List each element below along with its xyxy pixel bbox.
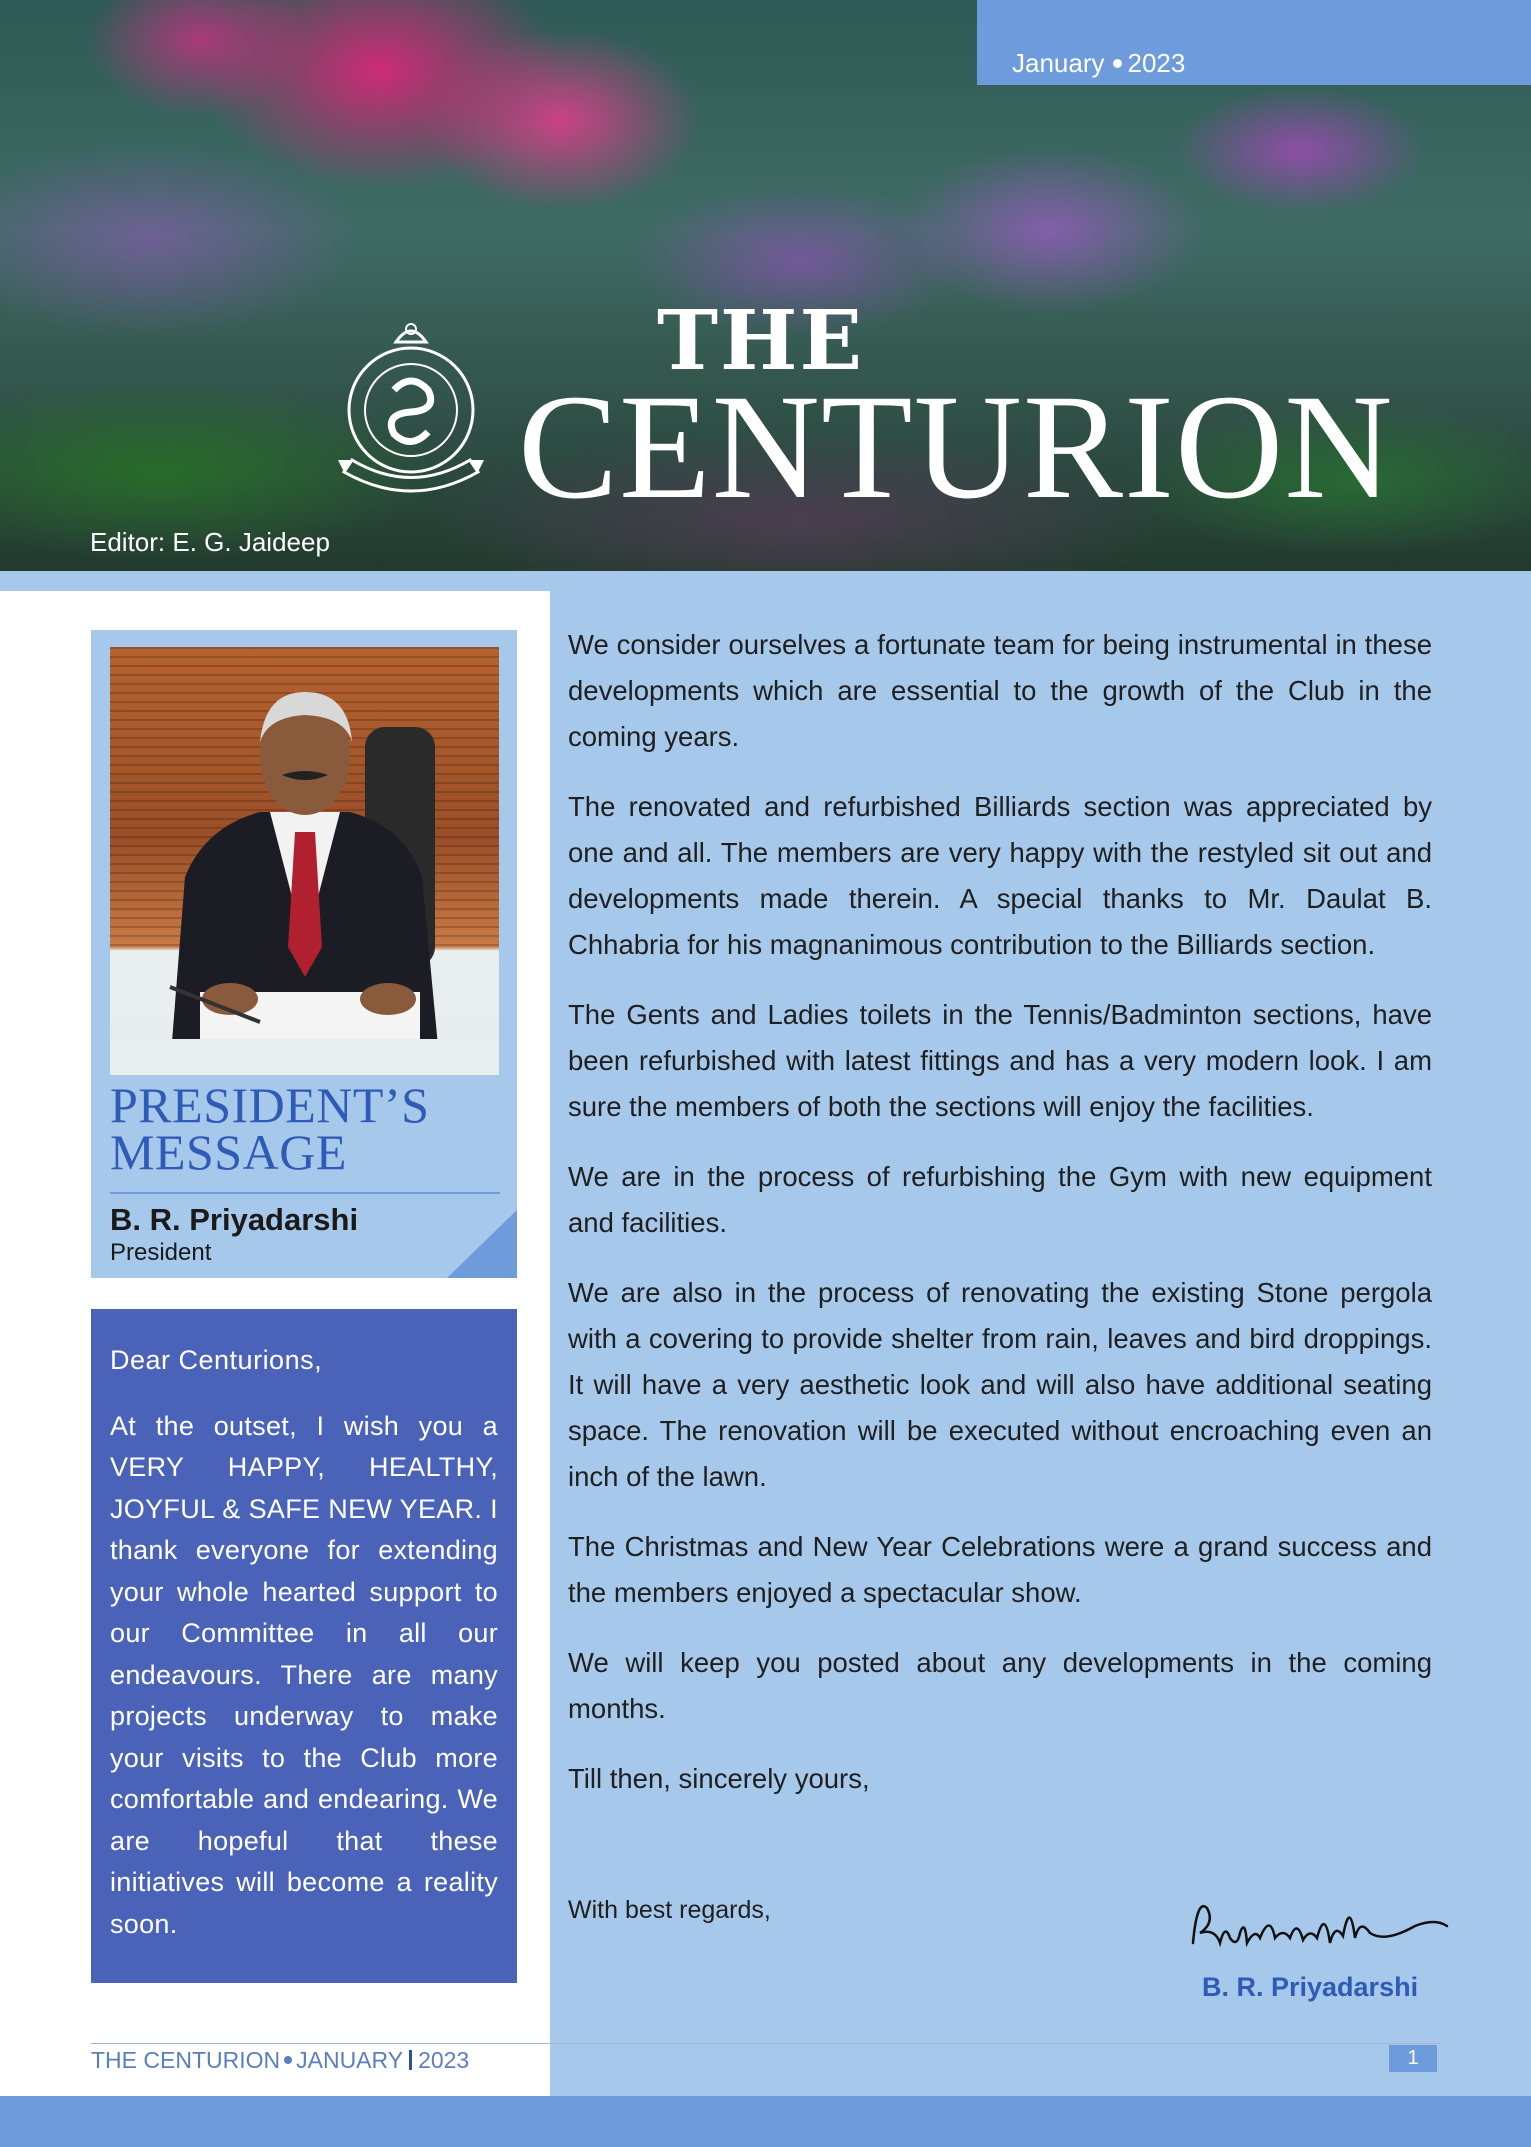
president-profile-card (91, 630, 517, 1278)
article-paragraph: The renovated and refurbished Billiards section was appreciated by one and all. The members are very happy with the restyled sit out and developments made therein. A special thanks to Mr. Daulat B. Chhabria for his magnanimous contribution to the Billiards section. (568, 791, 1432, 960)
footer-year: 2023 (418, 2047, 470, 2073)
footer-dot (284, 2056, 292, 2064)
section-title-line1: PRESIDENT’S (110, 1077, 430, 1133)
masthead-title: CENTURION (518, 364, 1394, 530)
article-paragraph: We consider ourselves a fortunate team for being instrumental in these developments which are essential to the growth of the Club in the coming years. (568, 629, 1432, 752)
greeting-message-box (91, 1309, 517, 1983)
issue-year: 2023 (1127, 48, 1186, 78)
title-divider (110, 1192, 500, 1194)
president-portrait-figure (110, 647, 499, 1075)
section-title (110, 1077, 430, 1180)
greeting: Dear Centurions, (110, 1345, 323, 1375)
footer-month: JANUARY (296, 2047, 404, 2073)
editor-credit: Editor: E. G. Jaideep (90, 527, 330, 557)
header-divider-strip (0, 571, 1531, 591)
footer-publication: THE CENTURION (91, 2047, 281, 2073)
article-paragraph: The Gents and Ladies toilets in the Tennis/Badminton sections, have been refurbished with latest fittings and has a very modern look. I am sure the members of both the sections will enjoy the facilities. (568, 999, 1432, 1122)
article-paragraph: We are in the process of refurbishing the Gym with new equipment and facilities. (568, 1161, 1432, 1238)
article-paragraph: We will keep you posted about any developments in the coming months. (568, 1647, 1432, 1724)
president-name: B. R. Priyadarshi (110, 1202, 359, 1237)
issue-date-tab (977, 0, 1531, 85)
article-paragraph: The Christmas and New Year Celebrations were a grand success and the members enjoyed a spectacular show. (568, 1531, 1432, 1608)
date-separator-dot (1113, 59, 1122, 68)
section-title-line2: MESSAGE (110, 1124, 347, 1180)
handwritten-signature (1185, 1888, 1450, 1968)
president-photo (110, 647, 499, 1075)
page-number: 1 (1389, 2045, 1437, 2072)
greeting-body: At the outset, I wish you a VERY HAPPY, HEALTHY, JOYFUL & SAFE NEW YEAR. I thank everyone for extending your whole hearted support to our Committee in all our endeavours. There are many projects underway to make your visits to the Club more comfortable and endearing. We are hopeful that these initiatives will become a reality soon. (110, 1410, 498, 1939)
masthead (0, 0, 1531, 571)
footer-rule (91, 2043, 1440, 2044)
bottom-bar (0, 2096, 1531, 2147)
issue-month: January (1012, 48, 1105, 78)
article-paragraph: Till then, sincerely yours, (568, 1763, 870, 1794)
message-article (568, 622, 1432, 1826)
signatory-name: B. R. Priyadarshi (1202, 1972, 1419, 2002)
footer-separator (409, 2050, 412, 2070)
century-club-crest-icon (338, 320, 484, 510)
footer-publication-info (91, 2047, 469, 2074)
closing-line: With best regards, (568, 1896, 771, 1924)
card-corner-accent (447, 1210, 517, 1278)
masthead-the: THE (657, 293, 864, 389)
article-paragraph: We are also in the process of renovating the existing Stone pergola with a covering to provide shelter from rain, leaves and bird droppings. It will have a very aesthetic look and will also have additional seating space. The renovation will be executed without encroaching even an inch of the lawn. (568, 1277, 1432, 1492)
president-role: President (110, 1239, 212, 1266)
